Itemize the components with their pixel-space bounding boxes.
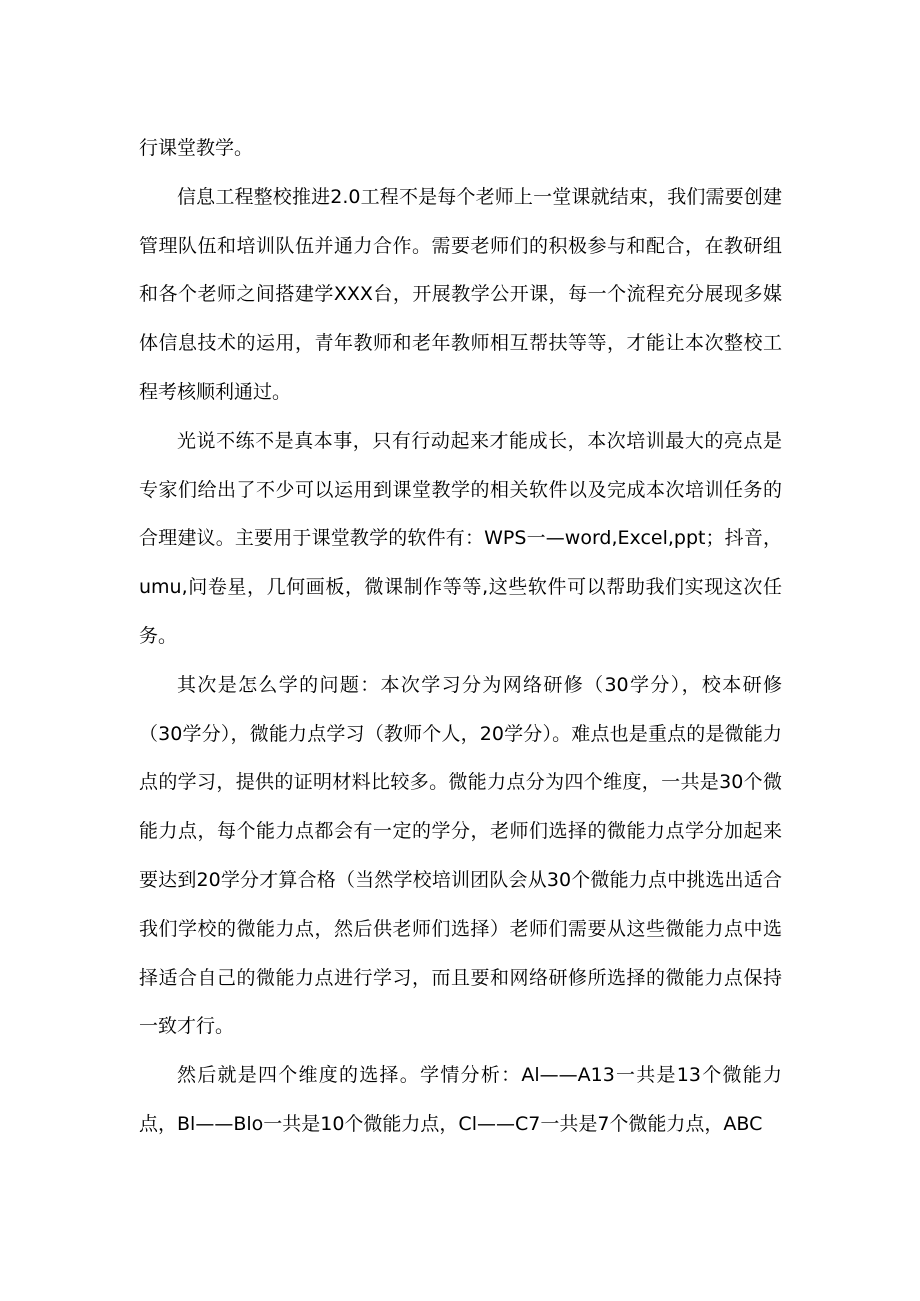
paragraph-continuation: 行课堂教学。 xyxy=(139,137,254,159)
document-body xyxy=(139,124,782,1149)
paragraph-info-engineering: 信息工程整校推进2.0工程不是每个老师上一堂课就结束，我们需要创建管理队伍和培训队伍并通力合作。需要老师们的积极参与和配合，在教研组和各个老师之间搭建学XXX台，开展教学公开课，每一个流程充分展现多媒体信息技术的运用，青年教师和老年教师相互帮扶等等，才能让本次整校工程考核顺利通过。 xyxy=(139,185,782,403)
paragraph-how-to-learn: 其次是怎么学的问题：本次学习分为网络研修（30学分），校本研修（30学分），微能力点学习（教师个人，20学分）。难点也是重点的是微能力点的学习，提供的证明材料比较多。微能力点分为四个维度，一共是30个微能力点，每个能力点都会有一定的学分，老师们选择的微能力点学分加起来要达到20学分才算合格（当然学校培训团队会从30个微能力点中挑选出适合我们学校的微能力点，然后供老师们选择）老师们需要从这些微能力点中选择适合自己的微能力点进行学习，而且要和网络研修所选择的微能力点保持一致才行。 xyxy=(139,673,782,1038)
paragraph-training-highlights: 光说不练不是真本事，只有行动起来才能成长，本次培训最大的亮点是专家们给出了不少可以运用到课堂教学的相关软件以及完成本次培训任务的合理建议。主要用于课堂教学的软件有：WPS一—word,Excel,ppt；抖音，umu,问卷星，几何画板，微课制作等等,这些软件可以帮助我们实现这次任务。 xyxy=(139,429,782,647)
paragraph-dimension-selection: 然后就是四个维度的选择。学情分析：Al——A13一共是13个微能力点，Bl——Blo一共是10个微能力点，Cl——C7一共是7个微能力点，ABC xyxy=(139,1064,782,1135)
